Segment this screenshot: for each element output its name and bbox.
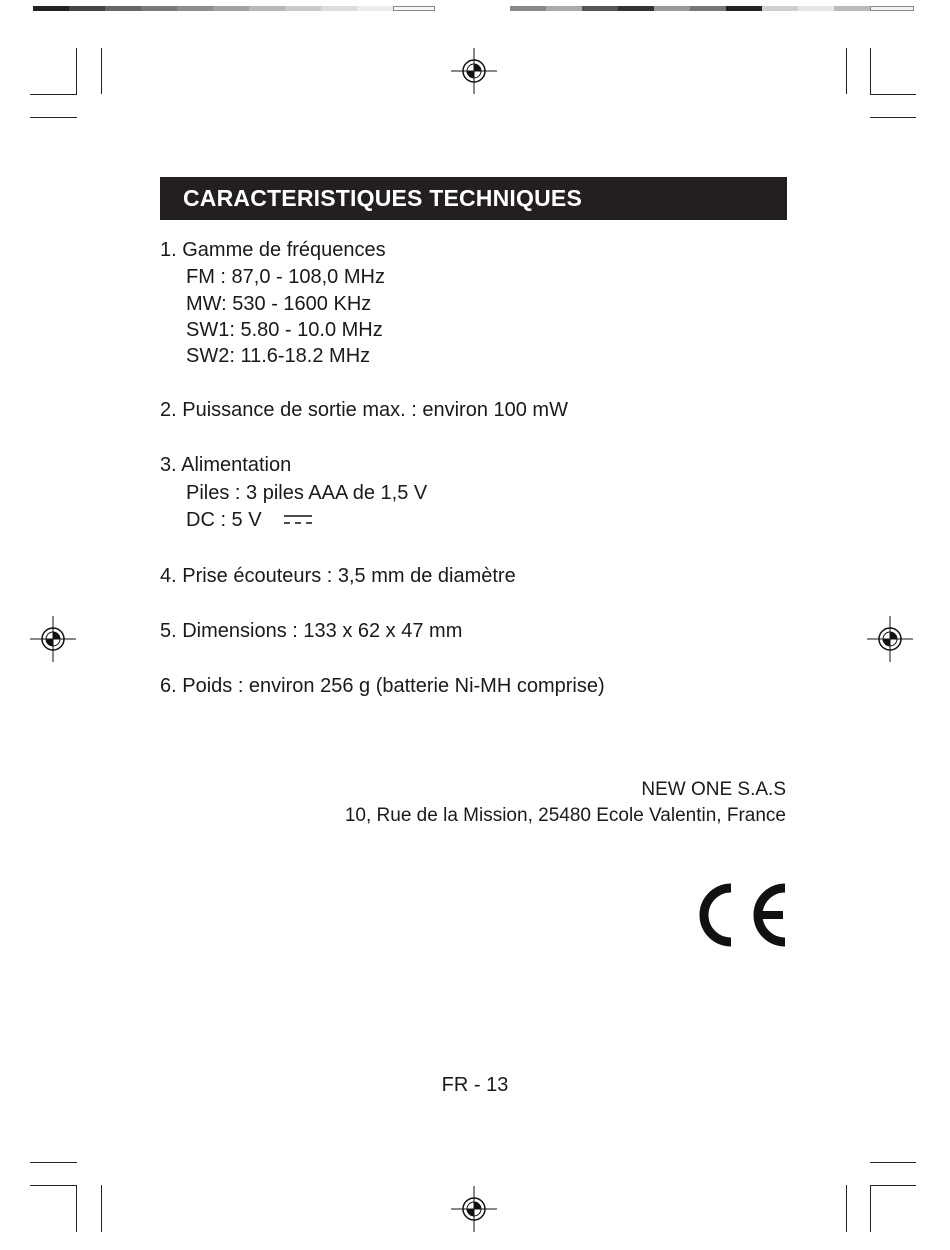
spec-supply-dc: DC : 5 V xyxy=(186,509,262,531)
color-bar-right xyxy=(510,6,914,11)
dc-current-symbol-icon xyxy=(284,513,312,527)
registration-mark-icon xyxy=(451,1186,497,1232)
ce-mark-icon xyxy=(695,882,789,948)
spec-dimensions: 5. Dimensions : 133 x 62 x 47 mm xyxy=(160,620,463,642)
crop-mark xyxy=(870,1185,916,1186)
spec-headphone: 4. Prise écouteurs : 3,5 mm de diamètre xyxy=(160,565,516,587)
crop-mark xyxy=(846,48,847,94)
spec-supply-batteries: Piles : 3 piles AAA de 1,5 V xyxy=(186,482,428,504)
crop-mark xyxy=(870,1162,916,1163)
company-address: 10, Rue de la Mission, 25480 Ecole Valentin, France xyxy=(344,805,786,826)
spec-frequency-fm: FM : 87,0 - 108,0 MHz xyxy=(186,266,385,288)
crop-mark xyxy=(101,48,102,94)
crop-mark xyxy=(101,1185,102,1232)
crop-mark xyxy=(30,94,77,95)
crop-mark xyxy=(870,117,916,118)
crop-mark xyxy=(846,1185,847,1232)
spec-supply-title: 3. Alimentation xyxy=(160,454,292,476)
crop-mark xyxy=(870,48,871,94)
section-title: CARACTERISTIQUES TECHNIQUES xyxy=(183,185,582,211)
spec-frequency-sw2: SW2: 11.6-18.2 MHz xyxy=(186,345,371,367)
crop-mark xyxy=(30,1162,77,1163)
company-name: NEW ONE S.A.S xyxy=(641,779,786,800)
page-number: FR - 13 xyxy=(441,1074,509,1096)
registration-mark-icon xyxy=(30,616,76,662)
crop-mark xyxy=(30,117,77,118)
crop-mark xyxy=(870,1185,871,1232)
crop-mark xyxy=(76,1185,77,1232)
crop-mark xyxy=(30,1185,77,1186)
spec-weight: 6. Poids : environ 256 g (batterie Ni-MH comprise) xyxy=(160,675,605,697)
color-bar-left xyxy=(33,6,435,11)
spec-power-output: 2. Puissance de sortie max. : environ 100 mW xyxy=(160,399,568,421)
spec-frequency-title: 1. Gamme de fréquences xyxy=(160,239,386,261)
registration-mark-icon xyxy=(867,616,913,662)
spec-frequency-sw1: SW1: 5.80 - 10.0 MHz xyxy=(186,319,383,341)
spec-frequency-mw: MW: 530 - 1600 KHz xyxy=(186,293,372,315)
section-heading xyxy=(160,177,787,220)
crop-mark xyxy=(76,48,77,94)
crop-mark xyxy=(870,94,916,95)
registration-mark-icon xyxy=(451,48,497,94)
